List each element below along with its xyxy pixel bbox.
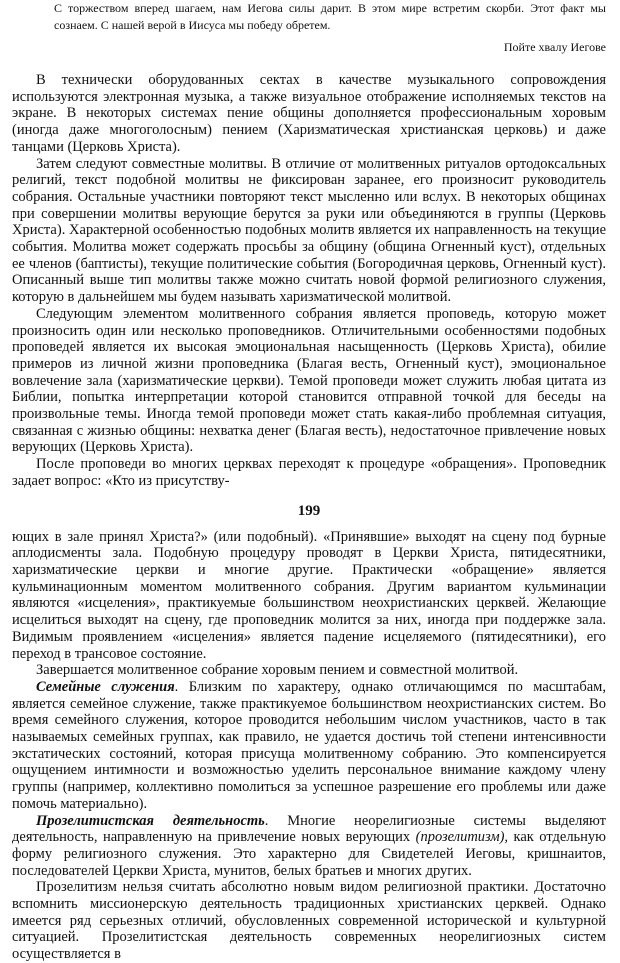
paragraph-conversion: После проповеди во многих церквах переходят к процедуре «обращения». Проповедник задает вопрос: «Кто из присутству- [12,456,606,489]
paragraph-proselytism-history: Прозелитизм нельзя считать абсолютно новым видом религиозной практики. Достаточно вспомнить миссионерскую деятельность традиционных христианских церквей. Однако имеется ряд серьезных отличий, обусловленных современной исторической и культурной ситуацией. Прозелитистская деятельность современных неорелигиозных систем осуществляется в [12,879,606,963]
paragraph-prayers: Затем следуют совместные молитвы. В отличие от молитвенных ритуалов ортодоксальных религий, текст подобной молитвы не фиксирован заранее, его произносит руководитель собрания. Остальные участники повторяют текст мысленно или вслух. В некоторых общинах при совершении молитвы верующие берутся за руки или объединяются в группы (Церковь Христа). Характерной особенностью подобных молитв является их направленность на текущие события. Молитва может содержать просьбы за общину (община Огненный куст), отдельных ее членов (баптисты), текущие политические события (Богородичная церковь, Огненный куст). Описанный выше тип молитвы также можно считать новой формой религиозного служения, которую в дальнейшем мы будем называть харизматической молитвой. [12,155,606,306]
proselytism-text-before: . Многие неорелигиозные системы выделяют деятельность, направленную на привлечение новых верующих [12,812,606,846]
page-number: 199 [297,502,321,519]
epigraph: С торжеством вперед шагаем, нам Иегова силы дарит. В этом мире встретим скорби. Этот факт мы сознаем. С нашей верой в Иисуса мы победу обретем. [54,1,606,32]
paragraph-continuation: ющих в зале принял Христа?» (или подобный). «Принявшие» выходят на сцену под бурные аплодисменты зала. Подобную процедуру проводят в Церкви Христа, пятидесятники, харизматические церкви и многие другие. Практически «обращение» является кульминационным моментом молитвенного собрания. Другим вариантом кульминации являются «исцеления», практикуемые большинством неохристианских церквей. Желающие исцелиться выходят на сцену, где проповедник молится за них, иногда при поддержке зала. Видимым проявлением «исцеления» является падение исцеляемого (пятидесятники), его переход в трансовое состояние. [12,528,606,662]
proselytism-text-after: как отдельную форму религиозного служения. Это характерно для Свидетелей Иеговы, кришнаитов, последователей Церкви Христа, мунитов, белых братьев и многих других. [12,829,607,879]
proselytism-heading: Прозелитистская деятельность [36,812,265,829]
body-after-page-number [12,529,606,963]
body-before-page-number [12,72,606,490]
paragraph-proselytism [12,813,606,880]
family-service-text: . Близким по характеру, однако отличающимся по масштабам, является семейное служение, также практикуемое большинством неохристианских систем. Во время семейного служения, которое проводится небольшим числом участников, часто в так называемых семейных группах, как правило, не удается достичь той степени интенсивности экстатических состояний, которая присуща молитвенному собранию. Это компенсируется ощущением интимности и возможностью уделить персональное внимание каждому члену группы (например, коллективно помолиться за успешное разрешение его проблемы или даже помочь материально). [12,678,606,812]
paragraph-sermon: Следующим элементом молитвенного собрания является проповедь, которую может произносить один или несколько проповедников. Отличительными особенностями подобных проповедей является их высокая эмоциональная насыщенность (Церковь Христа), обилие примеров из личной жизни проповедника (Благая весть, Огненный куст), эмоциональное вовлечение зала (харизматические церкви). Темой проповеди может служить любая цитата из Библии, попытка интерпретации которой становится отправной точкой для беседы на произвольные темы. Иногда темой проповеди может стать какая-либо проблемная ситуация, связанная с жизнью общины: нехватка денег (Благая весть), недостаточное привлечение новых верующих (Церковь Христа). [12,305,606,456]
paragraph-music: В технически оборудованных сектах в качестве музыкального сопровождения используются электронная музыка, а также визуальное отображение исполняемых текстов на экране. В некоторых системах пение общины дополняется профессиональным хоровым (иногда даже многоголосным) пением (Харизматическая христианская церковь) и даже танцами (Церковь Христа). [12,72,606,155]
paragraph-family-service [12,679,606,813]
family-service-heading: Семейные служения [36,678,175,695]
paragraph-closing: Завершается молитвенное собрание хоровым пением и совместной молитвой. [36,662,519,679]
epigraph-source: Пойте хвалу Иегове [503,40,606,54]
proselytism-term: (прозелитизм), [415,829,509,846]
